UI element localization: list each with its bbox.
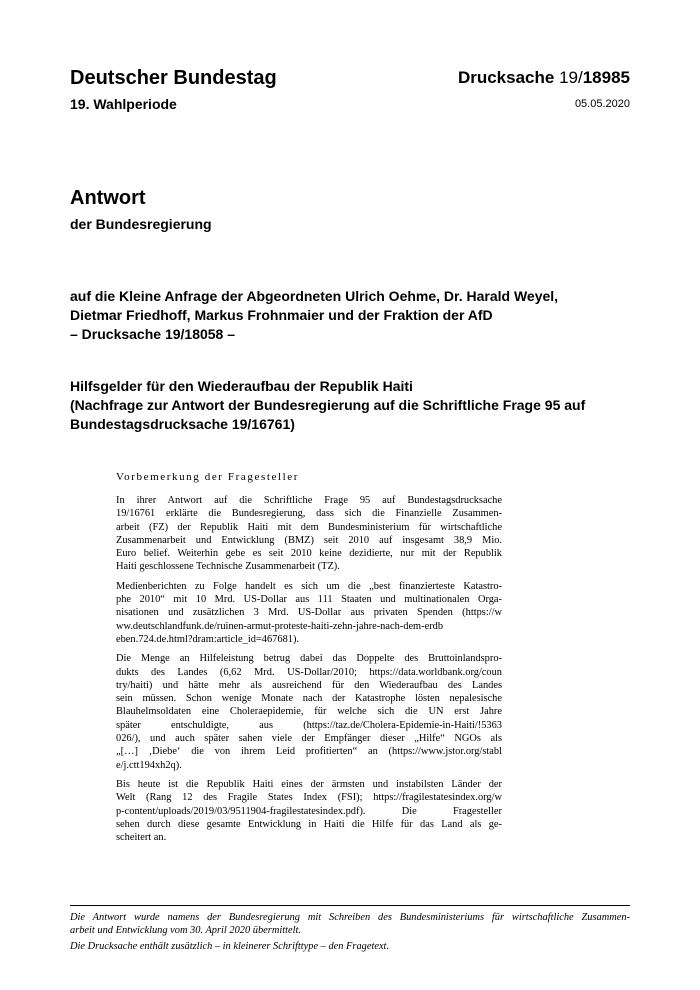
text-line: Welt (Rang 12 des Fragile States Index (FSI); https://fragilestatesindex.org/w (116, 792, 502, 804)
text-line: „[…] ‚Diebe‘ die von ihrem Leid profitierten“ an (https://www.jstor.org/stabl (116, 746, 502, 758)
drucksache-prefix: 19/ (559, 68, 583, 87)
text-line: ww.deutschlandfunk.de/ruinen-armut-proteste-haiti-zehn-jahre-nach-dem-erdb (116, 620, 444, 632)
text-line: 026/), und auch später sahen viele der Empfänger dieser „Hilfe“ NGOs als (116, 733, 502, 745)
text-line: phe 2010“ mit 10 Mrd. US-Dollar aus 111 Staaten und multinationalen Orga- (116, 594, 502, 606)
inquiry-line: – Drucksache 19/18058 – (70, 326, 236, 342)
text-line: try/haiti) und hätte mehr als ausreichend für den Wiederaufbau des Landes (116, 679, 502, 691)
drucksache-id: 18985 (582, 68, 630, 87)
text-line: e/j.ctt194xh2q). (116, 759, 182, 771)
footnote-divider (70, 905, 630, 906)
transmission-note (70, 911, 630, 938)
text-line: dukts des Landes (6,62 Mrd. US-Dollar/2010; https://data.worldbank.org/coun (116, 666, 502, 678)
subject-line: Hilfsgelder für den Wiederaufbau der Republik Haiti (70, 378, 413, 394)
text-line: In ihrer Antwort auf die Schriftliche Frage 95 auf Bundestagsdrucksache (116, 495, 502, 506)
text-line: Zusammenarbeit und Entwicklung (BMZ) seit 2010 auf insgesamt 38,9 Mio. (116, 534, 502, 546)
preliminary-remarks (116, 470, 502, 850)
document-date: 05.05.2020 (574, 98, 630, 110)
text-line: p-content/uploads/2019/03/9511904-fragilestatesindex.pdf). Die Fragesteller (116, 805, 502, 817)
drucksache-number (458, 66, 630, 90)
paragraph (116, 778, 502, 844)
paragraph (116, 494, 502, 574)
footnote (70, 911, 630, 953)
paragraph (116, 580, 502, 646)
text-line: Die Menge an Hilfeleistung betrug dabei das Doppelte des Bruttoinlandspro- (116, 653, 502, 665)
inquiry-line: auf die Kleine Anfrage der Abgeordneten Ulrich Oehme, Dr. Harald Weyel, (70, 288, 559, 304)
subject-heading (70, 377, 630, 434)
footnote-line: arbeit und Entwicklung vom 30. April 2020 übermittelt. (70, 925, 301, 937)
text-line: sein müssen. Schon wenige Monate nach der Katastrophe lösten nepalesische (116, 693, 502, 705)
font-size-note: Die Drucksache enthält zusätzlich – in kleinerer Schrifttype – den Fragetext. (70, 940, 390, 952)
text-line: Medienberichten zu Folge handelt es sich um die „best finanzierteste Katastro- (116, 580, 502, 592)
inquiry-line: Dietmar Friedhoff, Markus Frohnmaier und der Fraktion der AfD (70, 307, 493, 323)
text-line: Haiti geschlossene Technische Zusammenarbeit (TZ). (116, 561, 340, 573)
document-header-right (458, 66, 630, 111)
legislative-period: 19. Wahlperiode (70, 96, 177, 112)
subject-line: (Nachfrage zur Antwort der Bundesregierung auf die Schriftliche Frage 95 auf (70, 397, 586, 413)
text-line: arbeit (FZ) der Republik Haiti mit dem Bundesministerium für wirtschaftliche (116, 521, 502, 533)
issuing-body: der Bundesregierung (70, 216, 212, 232)
organization-name: Deutscher Bundestag (70, 67, 277, 89)
subject-line: Bundestagsdrucksache 19/16761) (70, 416, 295, 432)
text-line: scheitert an. (116, 832, 167, 844)
document-type: Antwort (70, 187, 146, 209)
preliminary-remarks-title: Vorbemerkung der Fragesteller (116, 471, 300, 483)
text-line: Euro belief. Weiterhin gebe es seit 2010 keine dezidierte, nur mit der Republik (116, 548, 502, 560)
paragraph (116, 652, 502, 772)
text-line: eben.724.de.html?dram:article_id=467681). (116, 633, 300, 645)
drucksache-label: Drucksache (457, 68, 555, 87)
text-line: Bis heute ist die Republik Haiti eines der ärmsten und instabilsten Länder der (116, 778, 502, 790)
text-line: nisationen und zusätzlichen 3 Mrd. US-Dollar aus privaten Spenden (https://w (116, 607, 502, 619)
text-line: sehen durch diese gesamte Entwicklung in Haiti die Hilfe für das Land als ge- (116, 818, 502, 830)
text-line: Blauhelmsoldaten eine Choleraepidemie, für welche sich die UN erst Jahre (116, 706, 502, 718)
document-header-left (70, 66, 277, 113)
inquiry-reference (70, 287, 630, 344)
footnote-line: Die Antwort wurde namens der Bundesregierung mit Schreiben des Bundesministeriums für wirtschaftliche Zusammen- (70, 912, 630, 923)
text-line: später entschuldigte, aus (https://taz.de/Cholera-Epidemie-in-Haiti/!5363 (116, 719, 502, 731)
text-line: 19/16761 erklärte die Bundesregierung, dass sich die Finanzielle Zusammen- (116, 508, 502, 520)
